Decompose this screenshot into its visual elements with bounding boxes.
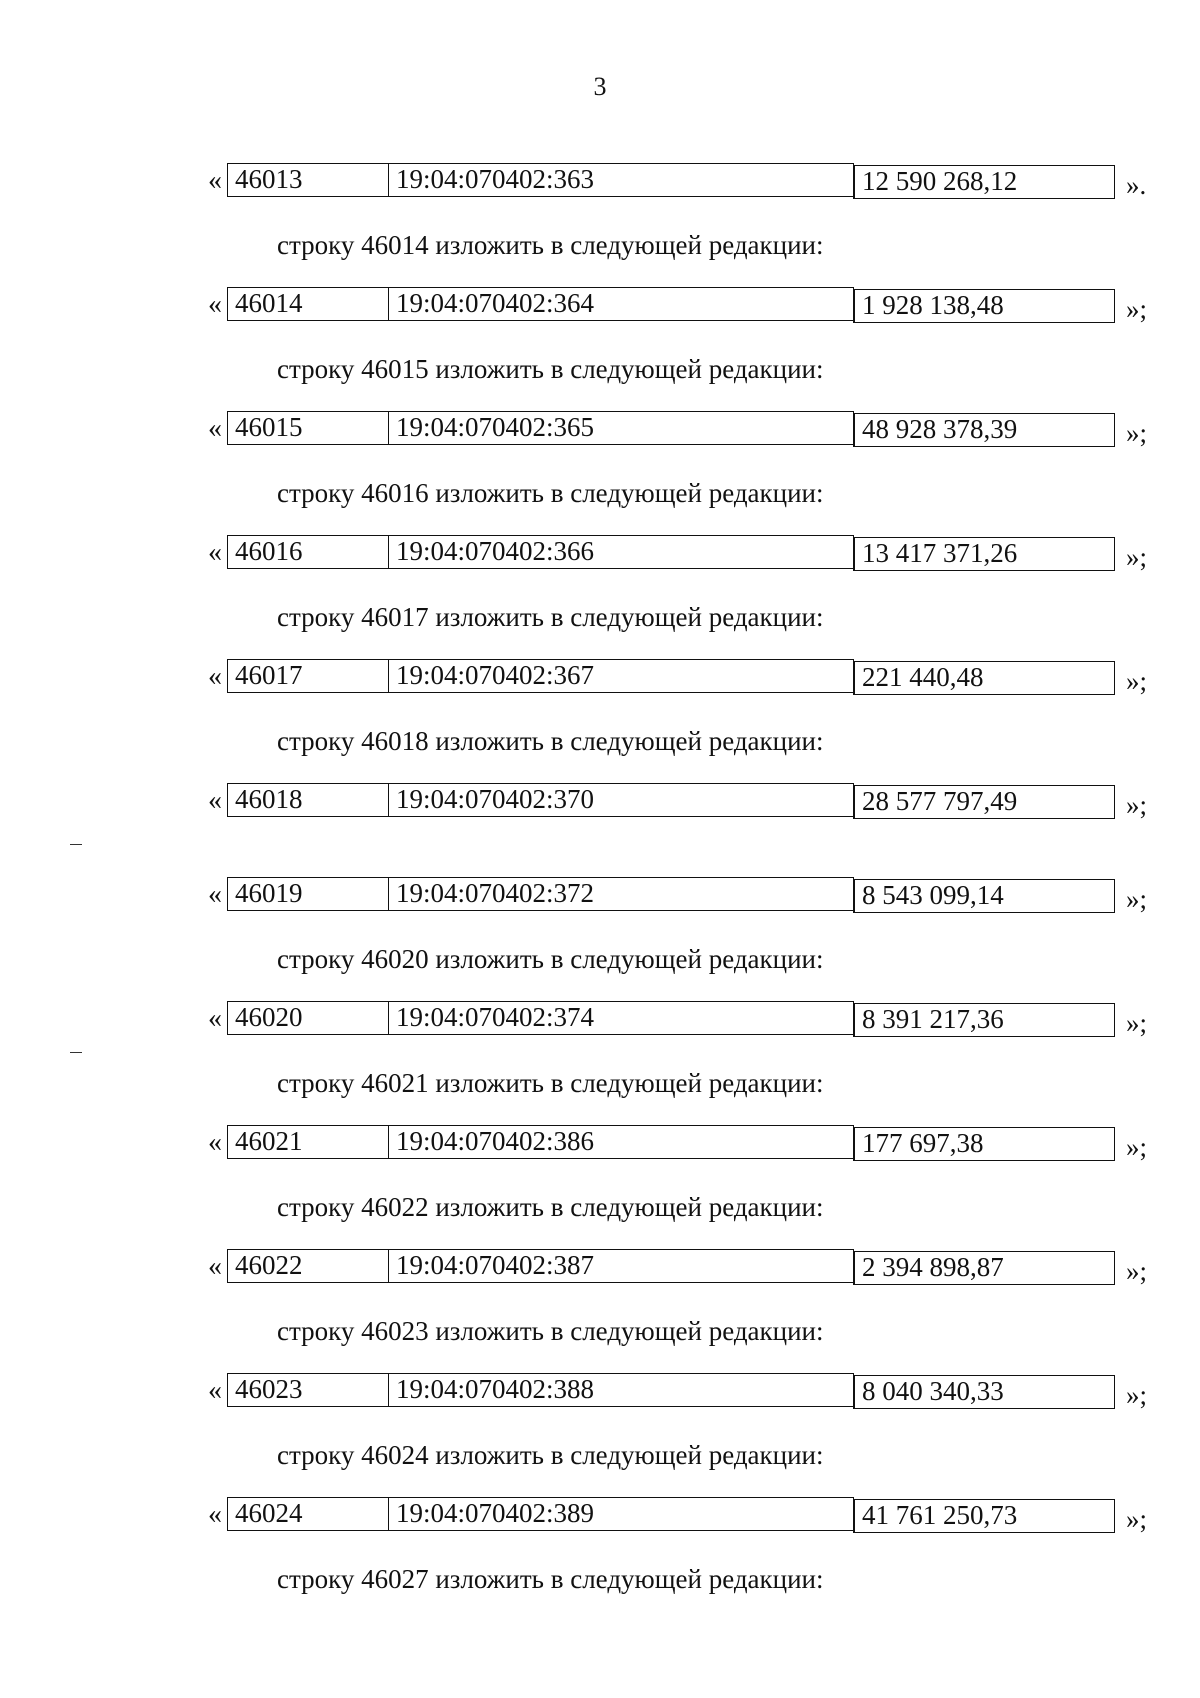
cadastral-number-cell: 19:04:070402:364 [388,287,854,321]
opening-quote: « [208,879,222,910]
instruction-text: строку 46022 изложить в следующей редакции: [277,1192,824,1222]
amendment-block-46017 [0,602,1200,726]
row-number-cell: 46017 [227,659,389,693]
closing-quote: »; [1126,1132,1148,1162]
cadastral-number-cell: 19:04:070402:365 [388,411,854,445]
amendment-block-46021 [0,1068,1200,1192]
table-row [208,783,1148,819]
instruction-text: строку 46024 изложить в следующей редакции: [277,1440,824,1470]
table-row [208,877,1148,913]
cadastral-value-cell: 8 543 099,14 [853,879,1115,913]
closing-quote: »; [1126,294,1148,324]
opening-quote: « [208,785,222,816]
instruction-text: строку 46018 изложить в следующей редакции: [277,726,824,756]
instruction-text: строку 46016 изложить в следующей редакции: [277,478,824,508]
closing-quote: »; [1126,1256,1148,1286]
amendment-block-46020 [0,944,1200,1068]
instruction-text: строку 46015 изложить в следующей редакции: [277,354,824,384]
cadastral-number-cell: 19:04:070402:363 [388,163,854,197]
opening-quote: « [208,289,222,320]
cadastral-number-cell: 19:04:070402:367 [388,659,854,693]
cadastral-value-cell: 28 577 797,49 [853,785,1115,819]
row-number-cell: 46020 [227,1001,389,1035]
cadastral-value-cell: 2 394 898,87 [853,1251,1115,1285]
row-number-cell: 46013 [227,163,389,197]
closing-quote: »; [1126,666,1148,696]
cadastral-value-cell: 41 761 250,73 [853,1499,1115,1533]
closing-quote: »; [1126,790,1148,820]
opening-quote: « [208,1251,222,1282]
margin-mark [70,844,82,845]
row-number-cell: 46015 [227,411,389,445]
row-number-cell: 46023 [227,1373,389,1407]
cadastral-number-cell: 19:04:070402:389 [388,1497,854,1531]
instruction-text: строку 46014 изложить в следующей редакции: [277,230,824,260]
cadastral-value-cell: 12 590 268,12 [853,165,1115,199]
table-row [208,1001,1148,1037]
closing-quote: ». [1126,170,1147,200]
table-row [208,163,1148,199]
closing-quote: »; [1126,884,1148,914]
opening-quote: « [208,537,222,568]
opening-quote: « [208,1499,222,1530]
table-row [208,1249,1148,1285]
cadastral-value-cell: 221 440,48 [853,661,1115,695]
cadastral-value-cell: 1 928 138,48 [853,289,1115,323]
table-row [208,659,1148,695]
closing-quote: »; [1126,1008,1148,1038]
row-number-cell: 46016 [227,535,389,569]
page-number: 3 [593,72,607,101]
row-number-cell: 46024 [227,1497,389,1531]
table-row [208,411,1148,447]
cadastral-number-cell: 19:04:070402:374 [388,1001,854,1035]
margin-mark [70,1052,82,1053]
closing-quote: »; [1126,418,1148,448]
opening-quote: « [208,1003,222,1034]
cadastral-number-cell: 19:04:070402:386 [388,1125,854,1159]
instruction-text: строку 46027 изложить в следующей редакции: [277,1564,824,1594]
final-instruction-block [0,1564,1200,1688]
table-row [208,287,1148,323]
amendment-block-46015 [0,354,1200,478]
cadastral-number-cell: 19:04:070402:366 [388,535,854,569]
table-row [208,535,1148,571]
cadastral-number-cell: 19:04:070402:387 [388,1249,854,1283]
opening-quote: « [208,1127,222,1158]
instruction-text: строку 46023 изложить в следующей редакции: [277,1316,824,1346]
amendment-block-46024 [0,1440,1200,1564]
cadastral-value-cell: 13 417 371,26 [853,537,1115,571]
table-row [208,1373,1148,1409]
amendment-block-46014 [0,230,1200,354]
amendment-block-46022 [0,1192,1200,1316]
cadastral-number-cell: 19:04:070402:388 [388,1373,854,1407]
table-row [208,1497,1148,1533]
cadastral-number-cell: 19:04:070402:370 [388,783,854,817]
row-number-cell: 46022 [227,1249,389,1283]
cadastral-value-cell: 177 697,38 [853,1127,1115,1161]
amendment-block-46013 [0,106,1200,230]
opening-quote: « [208,1375,222,1406]
amendment-block-46019 [0,820,1200,944]
closing-quote: »; [1126,542,1148,572]
row-number-cell: 46019 [227,877,389,911]
row-number-cell: 46021 [227,1125,389,1159]
cadastral-number-cell: 19:04:070402:372 [388,877,854,911]
row-number-cell: 46014 [227,287,389,321]
instruction-text: строку 46021 изложить в следующей редакции: [277,1068,824,1098]
table-row [208,1125,1148,1161]
cadastral-value-cell: 8 040 340,33 [853,1375,1115,1409]
cadastral-value-cell: 48 928 378,39 [853,413,1115,447]
closing-quote: »; [1126,1380,1148,1410]
closing-quote: »; [1126,1504,1148,1534]
row-number-cell: 46018 [227,783,389,817]
opening-quote: « [208,165,222,196]
amendment-block-46016 [0,478,1200,602]
amendment-block-46023 [0,1316,1200,1440]
instruction-text: строку 46017 изложить в следующей редакции: [277,602,824,632]
opening-quote: « [208,413,222,444]
cadastral-value-cell: 8 391 217,36 [853,1003,1115,1037]
opening-quote: « [208,661,222,692]
instruction-text: строку 46020 изложить в следующей редакции: [277,944,824,974]
